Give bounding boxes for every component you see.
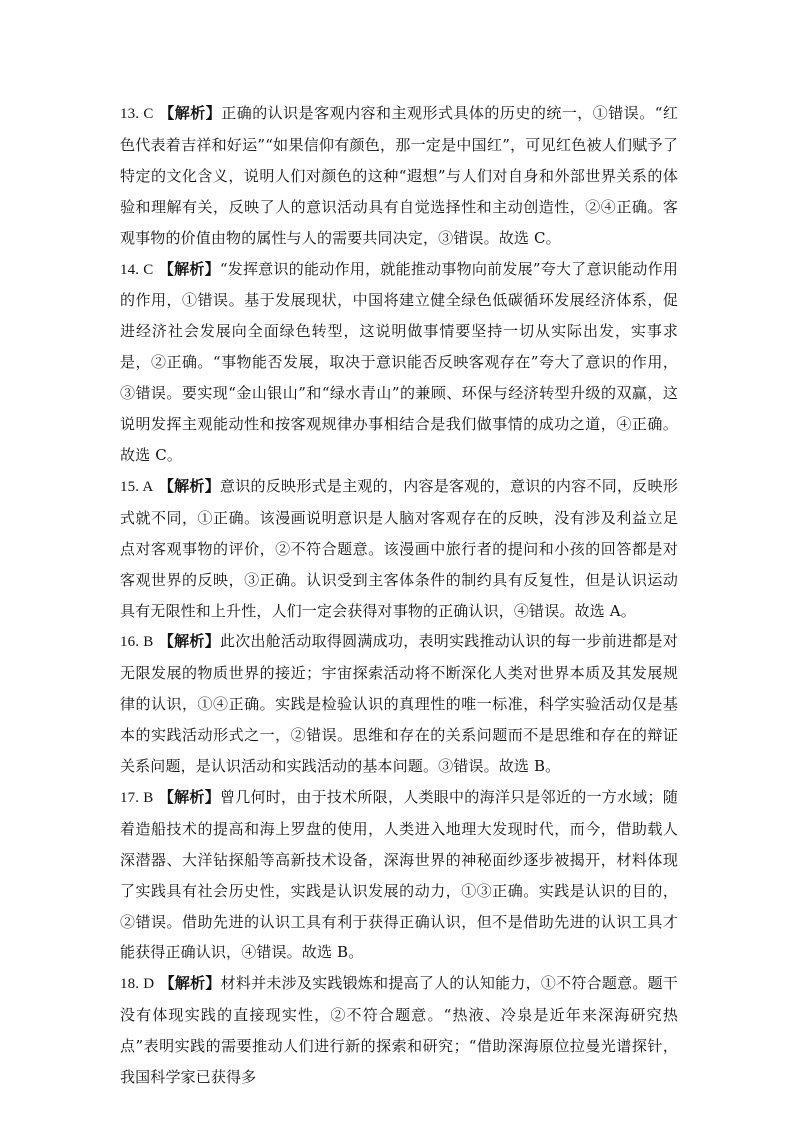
question-number: 16. B: [120, 634, 154, 651]
question-number: 15. A: [120, 478, 154, 495]
answer-18: [120, 968, 678, 1093]
analysis-tag: 【解析】: [154, 974, 221, 993]
analysis-tag: 【解析】: [153, 787, 220, 806]
question-number: 13. C: [120, 106, 154, 122]
answer-13: [120, 98, 678, 254]
analysis-tag: 【解析】: [153, 259, 220, 278]
explanation-text: 材料并未涉及实践锻炼和提高了人的认知能力，①不符合题意。题干没有体现实践的直接现实性，②不符合题意。“热液、冷泉是近年来深海研究热点”表明实践的需要推动人们进行新的探索和研究；“借助深海原位拉曼光谱探针，我国科学家已获得多: [120, 974, 678, 1087]
answer-15: [120, 471, 678, 627]
explanation-text: 意识的反映形式是主观的，内容是客观的，意识的内容不同，反映形式就不同，①正确。该漫画说明意识是人脑对客观存在的反映，没有涉及利益立足点对客观事物的评价，②不符合题意。该漫画中旅行者的提问和小孩的回答都是对客观世界的反映，③正确。认识受到主客体条件的制约具有反复性，但是认识运动具有无限性和上升性，人们一定会获得对事物的正确认识，④错误。故选 A。: [120, 476, 678, 620]
analysis-tag: 【解析】: [153, 476, 220, 495]
analysis-tag: 【解析】: [153, 632, 220, 651]
answer-explanations: [120, 98, 678, 1093]
explanation-text: 正确的认识是客观内容和主观形式具体的历史的统一，①错误。“红色代表着吉祥和好运”“如果信仰有颜色，那一定是中国红”，可见红色被人们赋予了特定的文化含义，说明人们对颜色的这种“遐想”与人们对自身和外部世界关系的体验和理解有关，反映了人的意识活动具有自觉选择性和主动创造性，②④正确。客观事物的价值由物的属性与人的需要共同决定，③错误。故选 C。: [120, 104, 678, 247]
explanation-text: 曾几何时，由于技术所限，人类眼中的海洋只是邻近的一方水域；随着造船技术的提高和海上罗盘的使用，人类进入地理大发现时代，而今，借助载人深潜器、大洋钻探船等高新技术设备，深海世界的神秘面纱逐步被揭开，材料体现了实践具有社会历史性，实践是认识发展的动力，①③正确。实践是认识的目的，②错误。借助先进的认识工具有利于获得正确认识，但不是借助先进的认识工具才能获得正确认识，④错误。故选 B。: [120, 787, 678, 962]
answer-17: [120, 782, 678, 968]
explanation-text: “发挥意识的能动作用，就能推动事物向前发展”夸大了意识能动作用的作用，①错误。基于发展现状，中国将建立健全绿色低碳循环发展经济体系，促进经济社会发展向全面绿色转型，这说明做事情要坚持一切从实际出发，实事求是，②正确。“事物能否发展，取决于意识能否反映客观存在”夸大了意识的作用，③错误。要实现“金山银山”和“绿水青山”的兼顾、环保与经济转型升级的双赢，这说明发挥主观能动性和按客观规律办事相结合是我们做事情的成功之道，④正确。故选 C。: [120, 259, 678, 464]
explanation-text: 此次出舱活动取得圆满成功，表明实践推动认识的每一步前进都是对无限发展的物质世界的接近；宇宙探索活动将不断深化人类对世界本质及其发展规律的认识，①④正确。实践是检验认识的真理性的唯一标准，科学实验活动仅是基本的实践活动形式之一，②错误。思维和存在的关系问题而不是思维和存在的辩证关系问题，是认识活动和实践活动的基本问题。③错误。故选 B。: [120, 632, 678, 776]
analysis-tag: 【解析】: [153, 104, 222, 122]
answer-14: [120, 254, 678, 471]
question-number: 17. B: [120, 789, 154, 806]
question-number: 14. C: [120, 261, 154, 278]
answer-16: [120, 626, 678, 782]
question-number: 18. D: [120, 976, 155, 993]
